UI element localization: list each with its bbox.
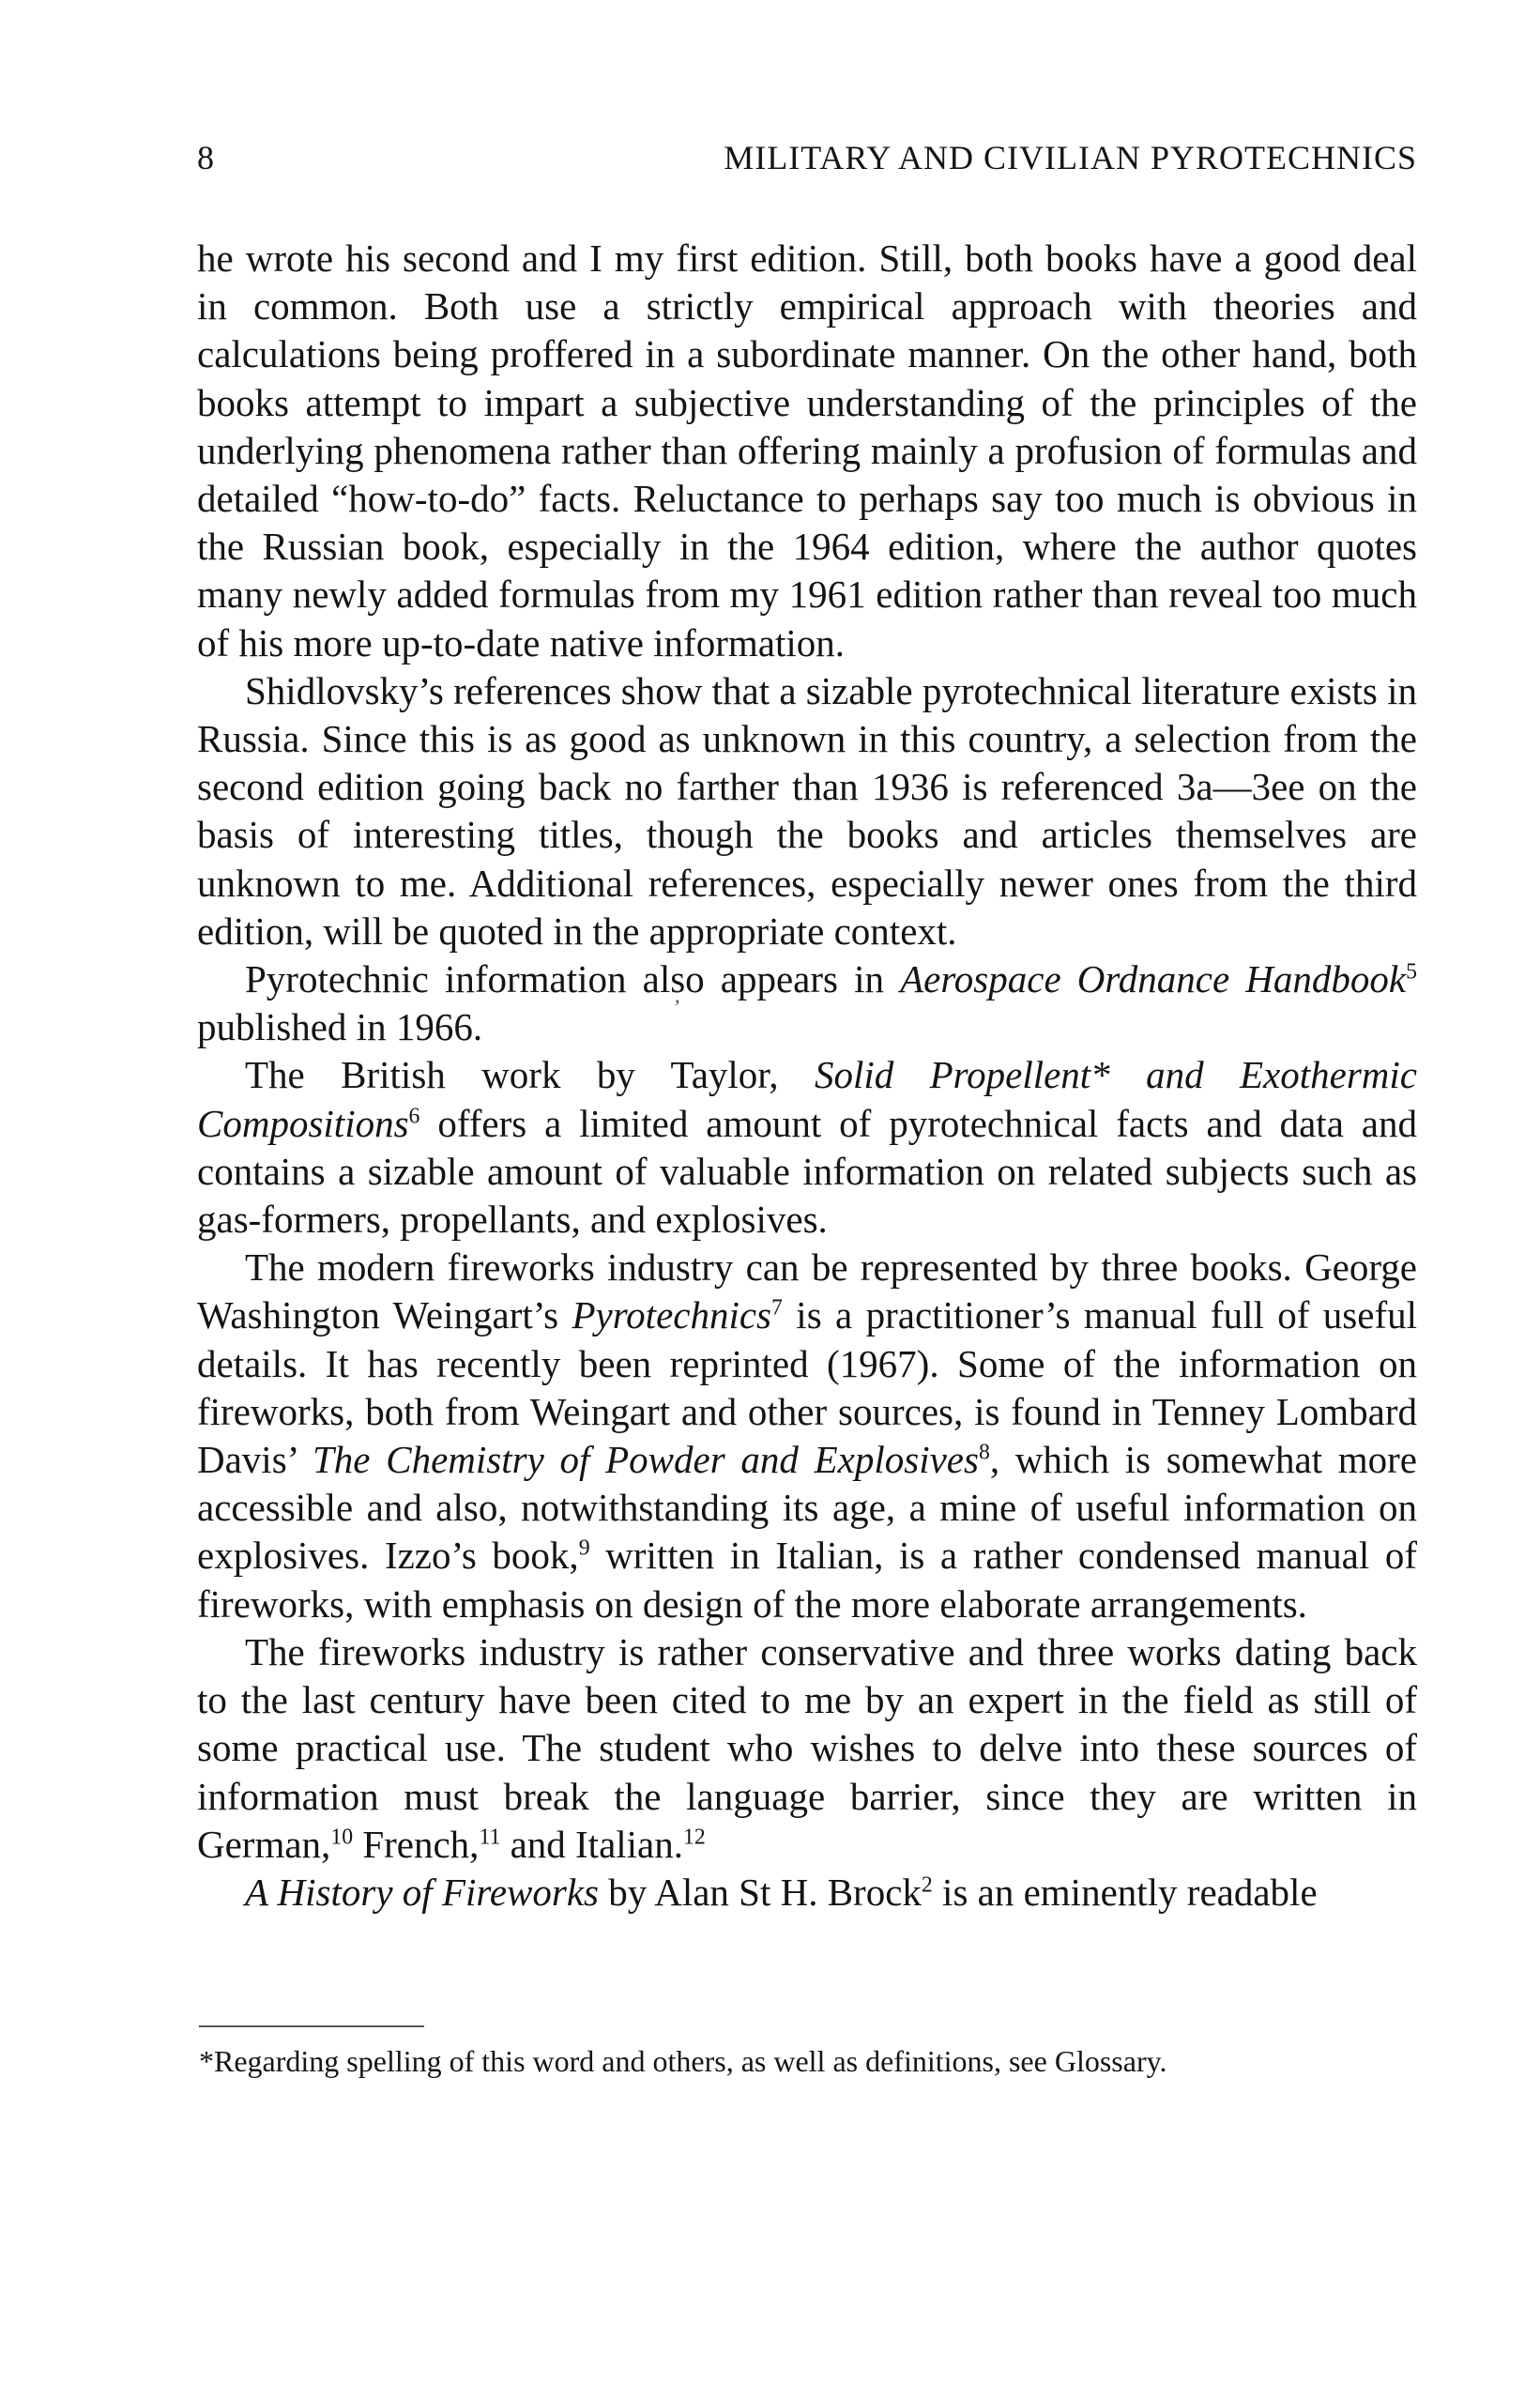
reference-marker: 6 — [408, 1103, 420, 1128]
book-title: Pyrotechnics — [572, 1293, 772, 1337]
reference-marker: 7 — [771, 1295, 783, 1321]
page-number: 8 — [197, 139, 215, 176]
paragraph-1: he wrote his second and I my first edition. Still, both books have a good deal in common. Both use a strictly empirical approach with theories and calculations being proffered in a subordinate manner. On the other hand, both books attempt to impart a subjective understanding of the principles of the underlying phenomena rather than offering mainly a profusion of formulas and detailed “how-to-do” facts. Re​luctance to perhaps say too much is obvious in the Russian book, especially in the 1964 edition, where the author quotes many newly added formulas from my 1961 edition rather than reveal too much of his more up-to-date native information. — [197, 237, 1417, 664]
reference-marker: 10 — [330, 1824, 354, 1849]
footnote-divider — [199, 2025, 424, 2027]
reference-marker: 5 — [1406, 959, 1417, 985]
body-text — [197, 235, 1417, 1917]
paragraph-7: A History of Fireworks by Alan St H. Brock$^2$ is an eminently readable — [245, 1870, 1318, 1914]
book-title: The Chemistry of Powder and Explosives — [313, 1438, 979, 1482]
reference-marker: 12 — [683, 1824, 706, 1849]
reference-marker: 11 — [479, 1824, 501, 1849]
book-title: Aerospace Ordnance Handbook — [900, 957, 1407, 1001]
book-title: A History of Fireworks — [245, 1870, 599, 1914]
paragraph-4: The British work by Taylor, Solid Propellent* and Exothermic Compositions$^6$ offers a limited amount of pyrotechnical facts and data and contains a sizable amount of valuable information on related subjects such as gas-formers, propellants, and explosives. — [197, 1053, 1417, 1242]
book-title: Solid Propellent* and Exothermic Compositions — [197, 1053, 1417, 1145]
paragraph-2: Shidlovsky’s references show that a sizable pyrotechnical literature exists in Russia. Since this is as good as unknown in this country, a selection from the second edition going back no farther than 1936 is referenced 3a—3ee on the basis of interesting titles, though the books and articles themselves are unknown to me. Additional references, especially newer ones from the third edition, will be quoted in the appropriate context. — [197, 668, 1417, 953]
reference-marker: 9 — [578, 1535, 590, 1561]
paragraph-3: Pyrotechnic information also appears in Aerospace Ordnance Handbook$^5$ published in 1966. — [197, 957, 1417, 1049]
running-title: MILITARY AND CIVILIAN PYROTECHNICS — [724, 139, 1417, 176]
paragraph-5: The modern fireworks industry can be represented by three books. George Washington Weingart’s Pyrotechnics$^7$ is a practitioner’s manual full of useful details. It has recently been reprinted (1967). Some of the information on fireworks, both from Weingart and other sources, is found in Tenney Lombard Davis’ The Chemistry of Powder and Explosives$^8$, which is somewhat more accessible and also, notwithstanding its age, a mine of useful information on explosives. Izzo’s book,$^9$ written in Italian, is a rather condensed manual of fireworks, with emphasis on design of the more elaborate arrangements. — [197, 1245, 1418, 1626]
scan-speck: ’ — [674, 995, 681, 1018]
footnote: *Regarding spelling of this word and others, as well as definitions, see Glossary. — [199, 2044, 1167, 2078]
reference-marker: 2 — [921, 1872, 933, 1898]
paragraph-6: The fireworks industry is rather conservative and three works dating back to the last century have been cited to me by an expert in the field as still of some practical use. The student who wishes to delve into these sources of information must break the language barrier, since they are written in German,$^{10}$ French,$^{11}$ and Italian.$^{12}$ — [197, 1629, 1417, 1866]
reference-marker: 8 — [978, 1440, 990, 1465]
